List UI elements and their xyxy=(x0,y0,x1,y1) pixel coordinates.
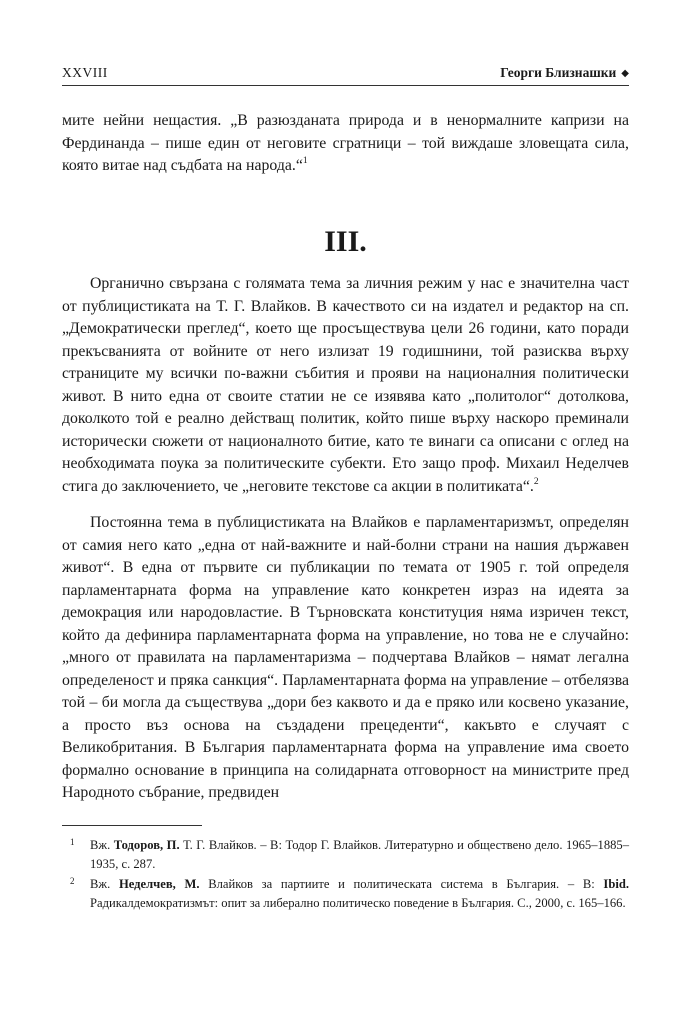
footnote-ibid: Ibid. xyxy=(603,877,629,891)
book-page xyxy=(62,0,629,1017)
running-head-author xyxy=(500,64,629,83)
section-heading: III. xyxy=(324,225,367,258)
footnote-text: Т. Г. Влайков. – В: Тодор Г. Влайков. Литературно и обществено дело. 1965–1885–1935, с. 287. xyxy=(90,838,630,871)
footnote-author: Неделчев, М. xyxy=(118,877,200,891)
author-name: Георги Близнашки xyxy=(500,65,617,80)
footnote xyxy=(62,836,629,873)
footnote-author: Тодоров, П. xyxy=(113,838,180,852)
footnote-ref-2: 2 xyxy=(533,476,539,487)
paragraph-text: Постоянна тема в публицистиката на Влайков е парламентаризмът, определян от самия него като „една от най-важните и най-болни страни на нашия държавен живот“. В една от първите си публикации по темата от 1905 г. той определя парламентарната форма на управление като конкретен израз на идеята за демокрация или народовластие. В Търновската конституция няма изричен текст, който да дефинира парламентарната форма на управление, но това не е случайно: „много от правилата на парламентаризма – подчертава Влайков – нямат легална определеност и пряка санкция“. Парламентарната форма на управление – отбелязва той – би могла да съществува „дори без каквото и да е пряко или косвено указание, а просто въз основа на създадени прецеденти“, какъвто е случаят с Великобритания. В България парламентарната форма на управление има своето формално основание в принципа на солидарната отговорност на министрите пред Народното събрание, предвиден xyxy=(62,514,629,801)
diamond-ornament-icon: ◆ xyxy=(621,68,629,79)
running-head xyxy=(62,64,629,82)
footnote-text: Вж. xyxy=(90,877,119,891)
header-rule xyxy=(62,85,629,86)
footnote-text: Влайков за партиите и политическата система в България. – В: xyxy=(199,877,604,891)
footnote-ref-1: 1 xyxy=(302,156,308,166)
footnotes xyxy=(62,836,629,914)
footnote xyxy=(62,875,629,912)
footnote-text: Радикалдемократизмът: опит за либерално политическо поведение в България. С., 2000, с. 165–166. xyxy=(90,895,626,910)
footnote-separator xyxy=(62,825,202,826)
paragraph-text: Органично свързана с голямата тема за личния режим у нас е значителна част от публицистиката на Т. Г. Влайков. В качеството си на издател и редактор на сп. „Демократически преглед“, което ще просъществува цели 26 години, като поради прекъсванията от войните от него излизат 19 годишнини, той разисква върху страниците му всички по-важни събития и прояви на националния политически живот. В нито една от своите статии не се изявява като „политолог“ дотолкова, доколкото той е реално действащ политик, който пише върху наскоро преминали исторически сюжети от националното битие, като те винаги са описани с оглед на необходимата поука за политическите субекти. Ето защо проф. Михаил Неделчев стига до заключението, че „неговите текстове са акции в политиката“. xyxy=(62,275,629,495)
page-number: XXVIII xyxy=(62,65,108,80)
paragraph-continuation xyxy=(62,110,629,178)
footnote-text: Вж. xyxy=(90,838,114,852)
paragraph xyxy=(62,273,629,498)
paragraph xyxy=(62,512,629,805)
footnote-number: 2 xyxy=(70,876,75,886)
footnote-number: 1 xyxy=(70,837,75,847)
paragraph-text: мите нейни нещастия. „В разюзданата природа и в ненормалните капризи на Фердинанда – пише един от неговите сгратници – той виждаше зловещата сила, която витае над съдбата на народа.“ xyxy=(62,112,629,174)
